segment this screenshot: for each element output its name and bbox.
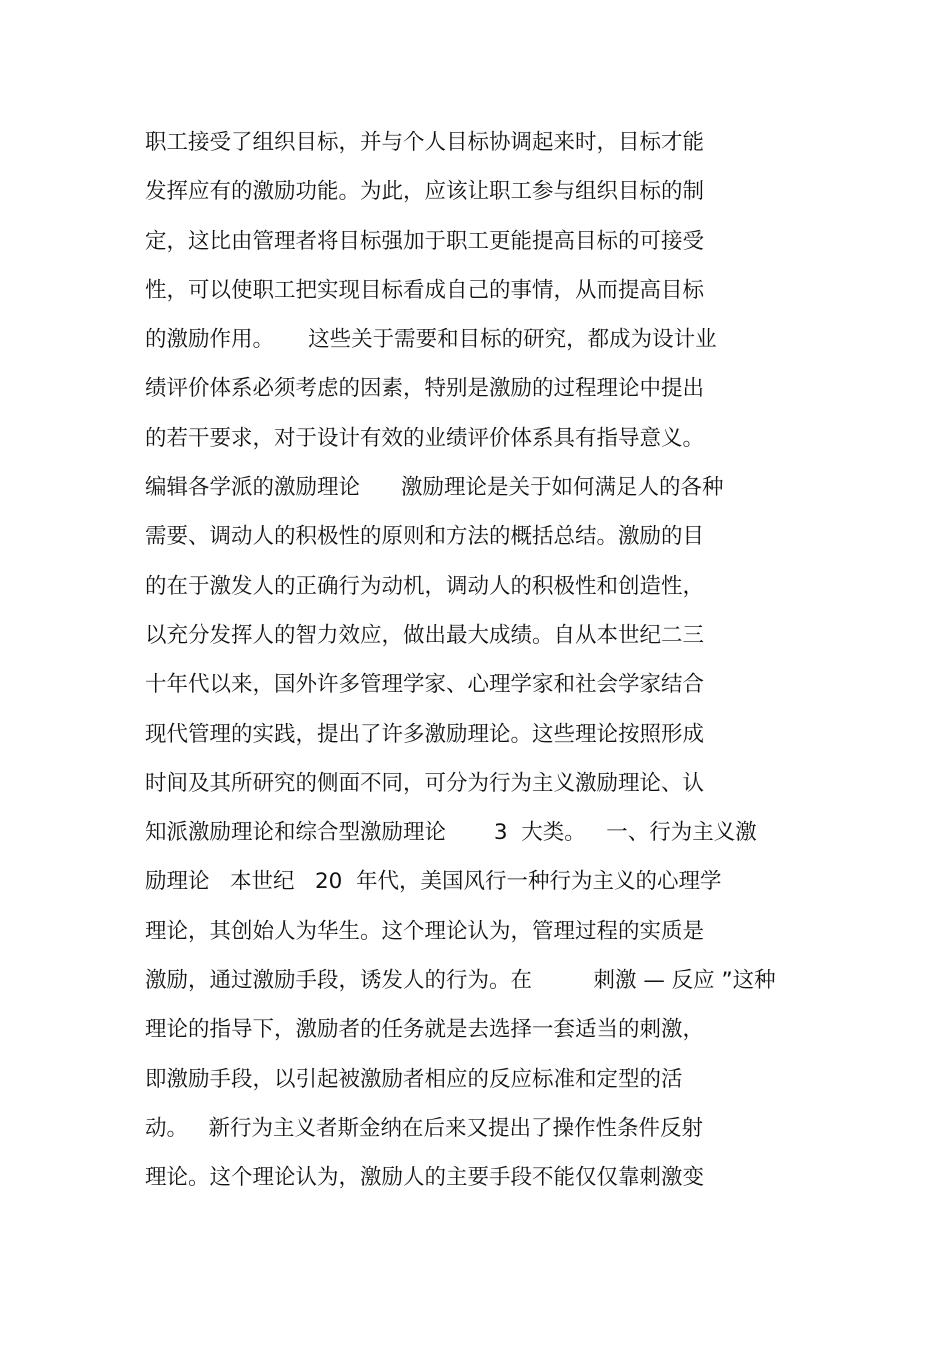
text-line: 职工接受了组织目标，并与个人目标协调起来时，目标才能 — [145, 130, 705, 155]
text-line: 的若干要求，对于设计有效的业绩评价体系具有指导意义。 — [145, 425, 705, 451]
text-line: 编辑各学派的激励理论 激励理论是关于如何满足人的各种 — [145, 475, 724, 501]
text-line: 即激励手段，以引起被激励者相应的反应标准和定型的活 — [145, 1066, 683, 1092]
text-line: 十年代以来，国外许多管理学家、心理学家和社会学家结合 — [145, 672, 705, 698]
text-line: 激励，通过激励手段，诱发人的行为。在 刺激 — 反应 ”这种 — [145, 968, 776, 994]
text-line: 绩评价体系必须考虑的因素，特别是激励的过程理论中提出 — [145, 376, 705, 402]
text-line: 励理论 本世纪 20 年代，美国风行一种行为主义的心理学 — [145, 869, 722, 895]
text-line: 的激励作用。 这些关于需要和目标的研究，都成为设计业 — [145, 327, 717, 353]
text-line: 以充分发挥人的智力效应，做出最大成绩。自从本世纪二三 — [145, 622, 705, 648]
text-line: 现代管理的实践，提出了许多激励理论。这些理论按照形成 — [145, 721, 705, 747]
text-line: 理论的指导下，激励者的任务就是去选择一套适当的刺激， — [145, 1017, 705, 1043]
text-line: 动。 新行为主义者斯金纳在后来又提出了操作性条件反射 — [145, 1115, 704, 1141]
body-text — [145, 118, 825, 1203]
text-line: 理论，其创始人为华生。这个理论认为，管理过程的实质是 — [145, 918, 705, 944]
text-line: 发挥应有的激励功能。为此，应该让职工参与组织目标的制 — [145, 179, 705, 205]
text-line: 需要、调动人的积极性的原则和方法的概括总结。激励的目 — [145, 524, 705, 550]
text-line: 性，可以使职工把实现目标看成自己的事情，从而提高目标 — [145, 277, 705, 303]
text-line: 定，这比由管理者将目标强加于职工更能提高目标的可接受 — [145, 228, 705, 254]
text-line: 知派激励理论和综合型激励理论 3 大类。 一、行为主义激 — [145, 820, 757, 846]
text-line: 的在于激发人的正确行为动机，调动人的积极性和创造性， — [145, 573, 705, 599]
text-line: 理论。这个理论认为，激励人的主要手段不能仅仅靠刺激变 — [145, 1165, 705, 1191]
text-line: 时间及其所研究的侧面不同，可分为行为主义激励理论、认 — [145, 770, 705, 796]
